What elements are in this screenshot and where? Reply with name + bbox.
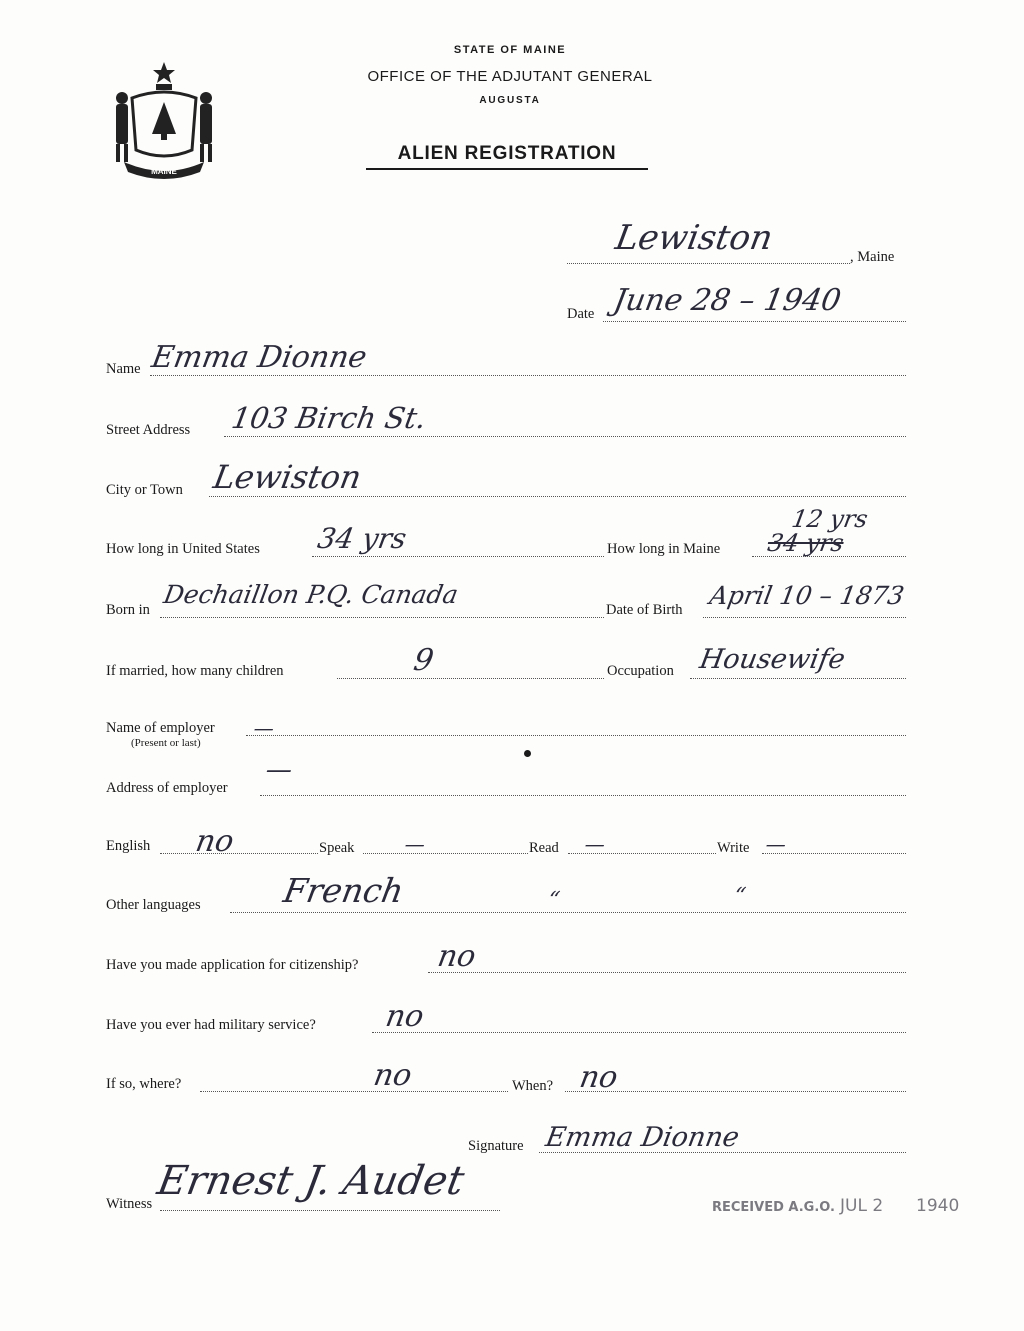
where-value: no: [370, 1058, 415, 1093]
witness-label: Witness: [106, 1196, 153, 1212]
witness-value: Ernest J. Audet: [153, 1158, 468, 1204]
military-line: [372, 1032, 906, 1033]
where-label: If so, where?: [106, 1076, 182, 1092]
born-value: Dechaillon P.Q. Canada: [161, 580, 461, 609]
occupation-label: Occupation: [607, 663, 674, 679]
military-label: Have you ever had military service?: [106, 1017, 316, 1033]
name-value: Emma Dionne: [148, 340, 370, 375]
citizenship-label: Have you made application for citizenship?: [106, 957, 359, 973]
other-languages-ditto-2: “: [731, 884, 748, 909]
citizenship-value: no: [434, 939, 479, 974]
date-line: [603, 321, 906, 322]
occupation-value: Housewife: [697, 644, 848, 675]
city-heading: AUGUSTA: [479, 95, 541, 106]
seal-text: MAINE: [151, 167, 177, 176]
location-label: , Maine: [850, 249, 895, 265]
maine-years-label: How long in Maine: [607, 541, 721, 557]
other-languages-ditto-1: “: [545, 888, 562, 913]
received-stamp-year: 1940: [916, 1196, 960, 1216]
location-value: Lewiston: [612, 218, 776, 258]
employer-address-value: —: [263, 755, 295, 785]
employer-address-line: [260, 795, 906, 796]
city-value: Lewiston: [210, 458, 365, 496]
english-line: [160, 853, 318, 854]
signature-value: Emma Dionne: [543, 1122, 742, 1153]
speak-line: [363, 853, 528, 854]
maine-years-value: 12 yrs: [789, 505, 870, 533]
speak-label: Speak: [319, 840, 355, 856]
ink-blot: [524, 750, 531, 757]
received-stamp-date: JUL 2: [840, 1196, 884, 1216]
citizenship-line: [428, 972, 906, 973]
employer-name-sublabel: (Present or last): [131, 737, 201, 749]
us-years-label: How long in United States: [106, 541, 260, 557]
english-label: English: [106, 838, 151, 854]
state-seal-icon: [108, 58, 220, 180]
name-line: [150, 375, 906, 376]
signature-label: Signature: [468, 1138, 524, 1154]
employer-name-label: Name of employer: [106, 720, 215, 736]
name-label: Name: [106, 361, 141, 377]
other-languages-label: Other languages: [106, 897, 201, 913]
read-label: Read: [529, 840, 559, 856]
city-line: [209, 496, 906, 497]
other-languages-value: French: [280, 871, 407, 910]
employer-name-line: [246, 735, 906, 736]
dob-value: April 10 – 1873: [707, 581, 907, 610]
form-title: ALIEN REGISTRATION: [366, 143, 648, 170]
speak-value: —: [402, 832, 428, 856]
us-years-value: 34 yrs: [315, 522, 410, 555]
where-line: [200, 1091, 508, 1092]
witness-line: [160, 1210, 500, 1211]
street-label: Street Address: [106, 422, 191, 438]
dob-label: Date of Birth: [606, 602, 683, 618]
dob-line: [703, 617, 906, 618]
children-line: [337, 678, 604, 679]
city-label: City or Town: [106, 482, 183, 498]
when-value: no: [576, 1060, 621, 1095]
other-languages-line: [230, 912, 906, 913]
street-value: 103 Birch St.: [229, 401, 429, 435]
when-label: When?: [512, 1078, 554, 1094]
write-label: Write: [717, 840, 750, 856]
us-years-line: [312, 556, 604, 557]
occupation-line: [690, 678, 906, 679]
when-line: [565, 1091, 906, 1092]
date-value: June 28 – 1940: [610, 283, 844, 318]
military-value: no: [382, 999, 427, 1034]
date-label: Date: [567, 306, 595, 322]
read-value: —: [582, 832, 608, 856]
children-value: 9: [410, 643, 437, 678]
born-label: Born in: [106, 602, 150, 618]
received-stamp: RECEIVED A.G.O.: [712, 1200, 835, 1215]
state-heading: STATE OF MAINE: [453, 44, 567, 56]
born-line: [160, 617, 604, 618]
street-line: [224, 436, 906, 437]
write-value: —: [763, 832, 789, 856]
employer-address-label: Address of employer: [106, 780, 228, 796]
employer-name-value: —: [251, 716, 277, 740]
location-line: [567, 263, 850, 264]
children-label: If married, how many children: [106, 663, 284, 679]
english-value: no: [192, 824, 237, 859]
maine-years-struck: 34 yrs: [765, 529, 846, 557]
office-heading: OFFICE OF THE ADJUTANT GENERAL: [367, 68, 653, 85]
